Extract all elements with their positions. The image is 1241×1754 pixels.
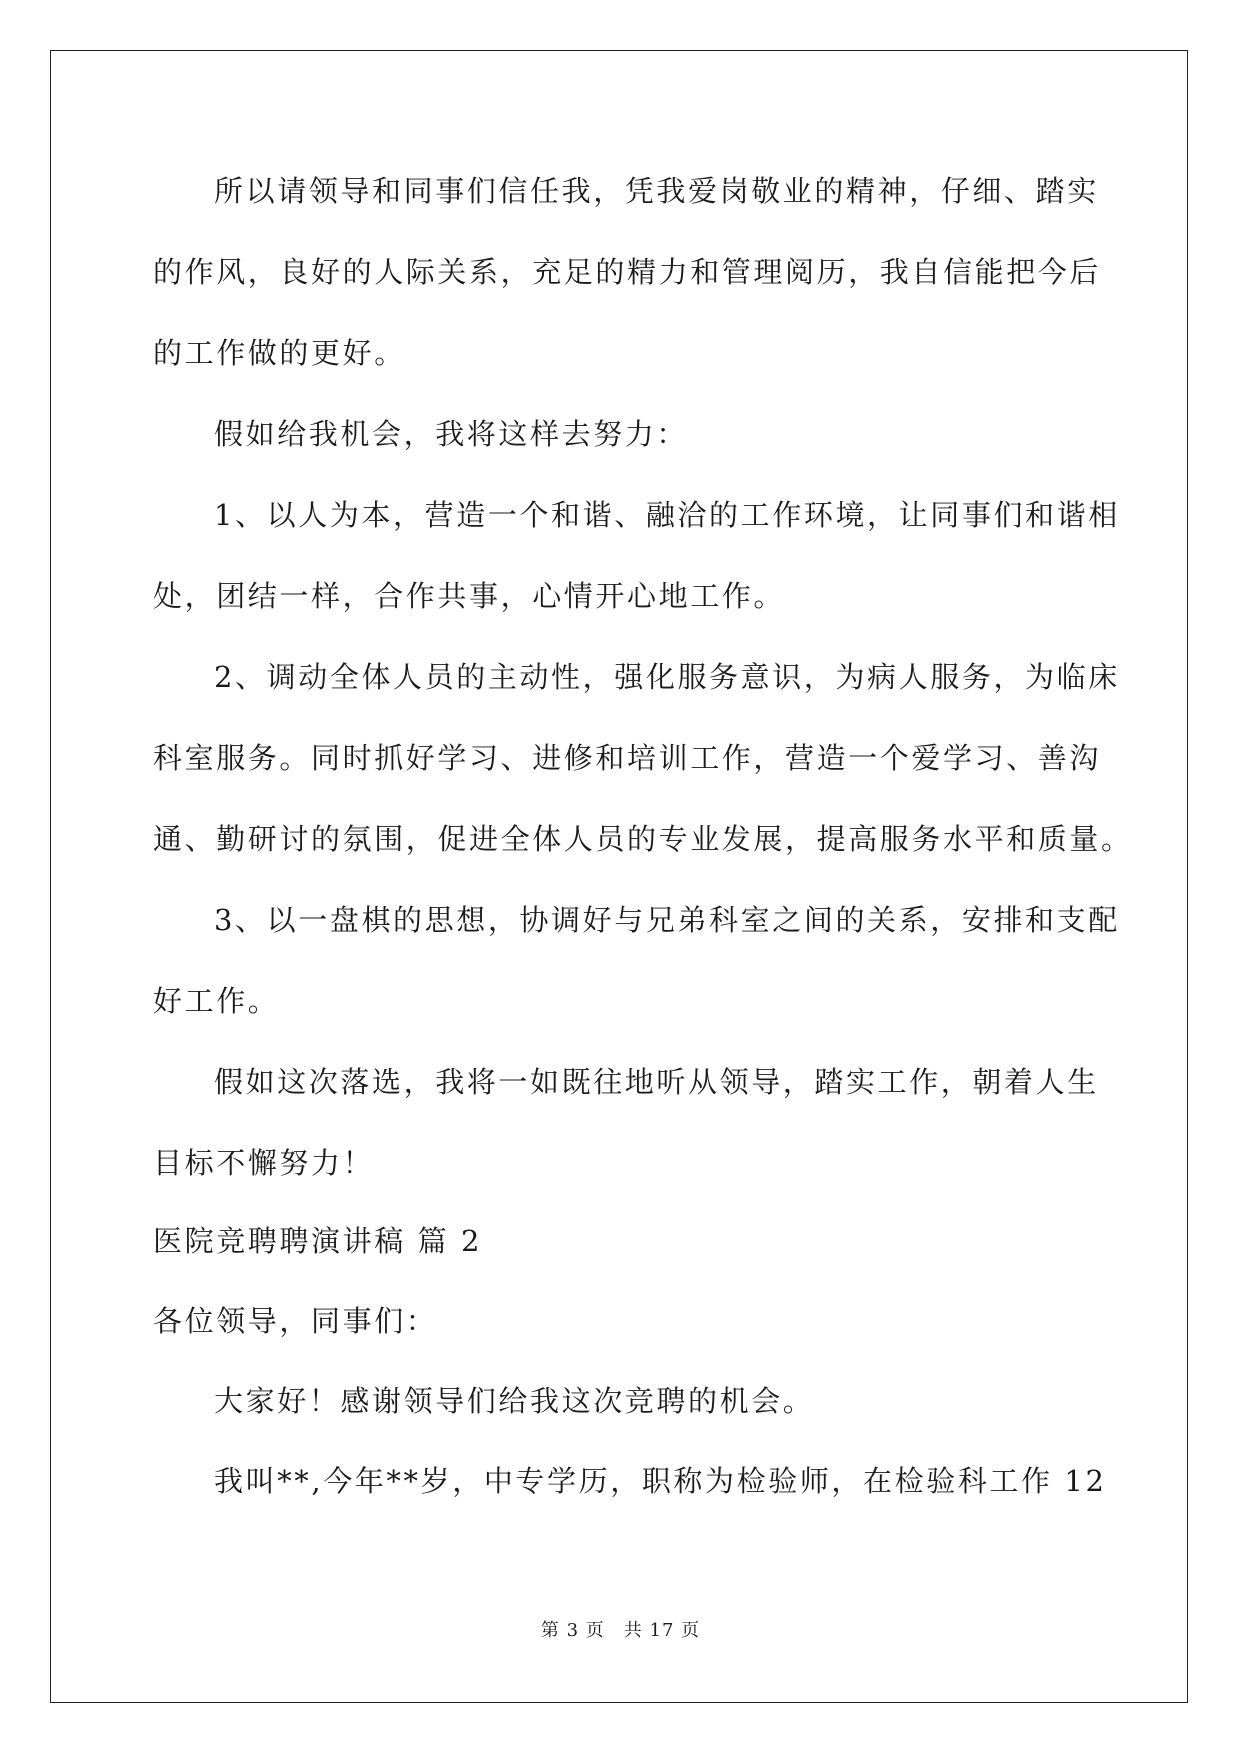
paragraph-line: 我叫**,今年**岁，中专学历，职称为检验师，在检验科工作 12: [214, 1464, 1107, 1498]
paragraph-line: 的工作做的更好。: [153, 336, 406, 370]
paragraph-line: 处，团结一样，合作共事，心情开心地工作。: [153, 579, 786, 613]
paragraph-line: 所以请领导和同事们信任我，凭我爱岗敬业的精神，仔细、踏实: [214, 174, 1099, 208]
paragraph-line: 2、调动全体人员的主动性，强化服务意识，为病人服务，为临床: [214, 660, 1120, 694]
paragraph-line: 的作风，良好的人际关系，充足的精力和管理阅历，我自信能把今后: [153, 255, 1102, 289]
paragraph-line: 大家好！感谢领导们给我这次竞聘的机会。: [214, 1384, 815, 1418]
page-number: 第 3 页 共 17 页: [540, 1620, 701, 1641]
paragraph-line: 3、以一盘棋的思想，协调好与兄弟科室之间的关系，安排和支配: [214, 903, 1120, 937]
salutation: 各位领导，同事们：: [153, 1304, 438, 1338]
paragraph-line: 假如给我机会，我将这样去努力：: [214, 417, 689, 451]
paragraph-line: 目标不懈努力！: [153, 1146, 375, 1180]
paragraph-line: 1、以人为本，营造一个和谐、融洽的工作环境，让同事们和谐相: [214, 498, 1120, 532]
paragraph-line: 好工作。: [153, 984, 280, 1018]
paragraph-line: 假如这次落选，我将一如既往地听从领导，踏实工作，朝着人生: [214, 1065, 1099, 1099]
page-border: [50, 50, 1188, 1703]
section-heading: 医院竞聘聘演讲稿 篇 2: [153, 1224, 483, 1258]
paragraph-line: 通、勤研讨的氛围，促进全体人员的专业发展，提高服务水平和质量。: [153, 822, 1133, 856]
paragraph-line: 科室服务。同时抓好学习、进修和培训工作，营造一个爱学习、善沟: [153, 741, 1102, 775]
